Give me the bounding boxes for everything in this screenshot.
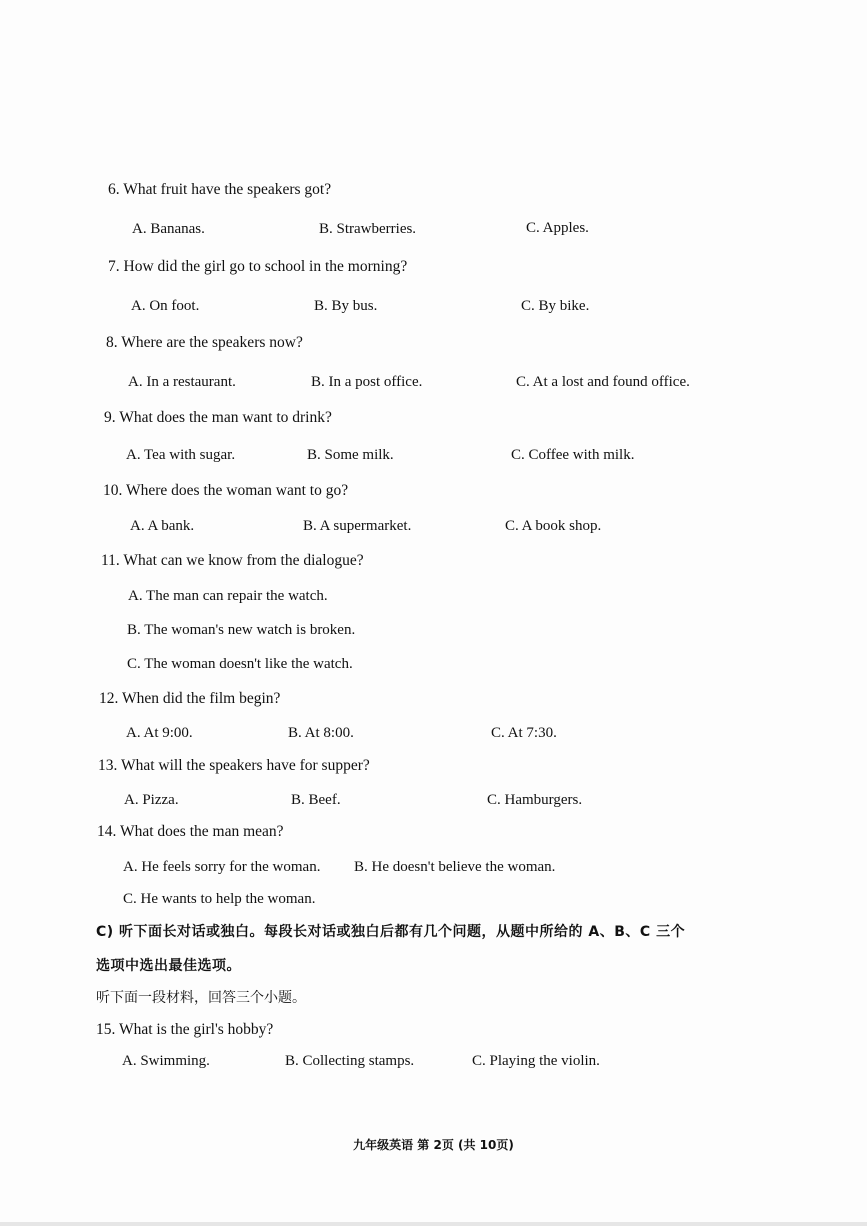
option-14a: A. He feels sorry for the woman. (123, 859, 321, 875)
question-15 (96, 1020, 273, 1040)
option-8c: C. At a lost and found office. (516, 374, 690, 390)
option-7a: A. On foot. (131, 298, 200, 314)
question-12 (99, 689, 280, 709)
question-number: 12. (99, 690, 119, 707)
question-13 (98, 756, 370, 776)
option-9c: C. Coffee with milk. (511, 447, 635, 463)
question-text: What will the speakers have for supper? (120, 757, 370, 774)
question-9 (104, 408, 332, 428)
option-12b: B. At 8:00. (288, 725, 354, 741)
question-text: What is the girl's hobby? (118, 1021, 274, 1038)
question-number: 15. (96, 1021, 116, 1038)
question-number: 10. (103, 482, 123, 499)
option-15b: B. Collecting stamps. (285, 1053, 415, 1069)
option-13b: B. Beef. (291, 792, 341, 808)
option-13c: C. Hamburgers. (487, 792, 583, 808)
option-14b: B. He doesn't believe the woman. (354, 859, 556, 875)
option-12a: A. At 9:00. (126, 725, 193, 741)
question-number: 8. (106, 334, 118, 351)
question-number: 14. (97, 823, 117, 840)
option-9a: A. Tea with sugar. (126, 447, 236, 463)
option-6b: B. Strawberries. (319, 221, 417, 237)
option-11a: A. The man can repair the watch. (128, 588, 328, 604)
question-number: 9. (104, 409, 116, 426)
question-text: Where are the speakers now? (121, 334, 303, 351)
question-number: 13. (98, 757, 118, 774)
section-c-instruction-cont: 选项中选出最佳选项。 (96, 958, 241, 974)
option-8a: A. In a restaurant. (128, 374, 236, 390)
question-14 (97, 822, 284, 842)
question-8 (106, 333, 303, 353)
option-10c: C. A book shop. (505, 518, 602, 534)
option-15c: C. Playing the violin. (472, 1053, 600, 1069)
question-10 (103, 481, 348, 501)
material-instruction: 听下面一段材料，回答三个小题。 (96, 990, 306, 1006)
option-12c: C. At 7:30. (491, 725, 557, 741)
question-text: What does the man want to drink? (119, 409, 332, 426)
question-text: What can we know from the dialogue? (123, 552, 364, 569)
option-14c: C. He wants to help the woman. (123, 891, 316, 907)
option-8b: B. In a post office. (311, 374, 423, 390)
option-11b: B. The woman's new watch is broken. (127, 622, 356, 638)
option-6c: C. Apples. (526, 220, 589, 236)
option-15a: A. Swimming. (122, 1053, 210, 1069)
option-11c: C. The woman doesn't like the watch. (127, 656, 353, 672)
option-10b: B. A supermarket. (303, 518, 412, 534)
question-text: When did the film begin? (121, 690, 281, 707)
question-number: 7. (108, 258, 120, 275)
question-number: 11. (101, 552, 120, 569)
question-text: What fruit have the speakers got? (123, 181, 332, 198)
question-text: How did the girl go to school in the morning? (123, 258, 408, 275)
section-c-instruction: C) 听下面长对话或独白。每段长对话或独白后都有几个问题，从题中所给的 A、B、C 三个 (96, 924, 686, 940)
question-7 (108, 257, 407, 277)
page-footer: 九年级英语 第 2页 (共 10页) (353, 1138, 514, 1152)
question-text: What does the man mean? (119, 823, 284, 840)
option-13a: A. Pizza. (124, 792, 179, 808)
option-10a: A. A bank. (130, 518, 195, 534)
option-9b: B. Some milk. (307, 447, 394, 463)
scan-edge (0, 1222, 867, 1226)
option-6a: A. Bananas. (132, 221, 205, 237)
option-7b: B. By bus. (314, 298, 378, 314)
question-number: 6. (108, 181, 120, 198)
question-text: Where does the woman want to go? (125, 482, 349, 499)
question-6 (108, 180, 331, 200)
question-11 (101, 551, 364, 571)
option-7c: C. By bike. (521, 298, 590, 314)
